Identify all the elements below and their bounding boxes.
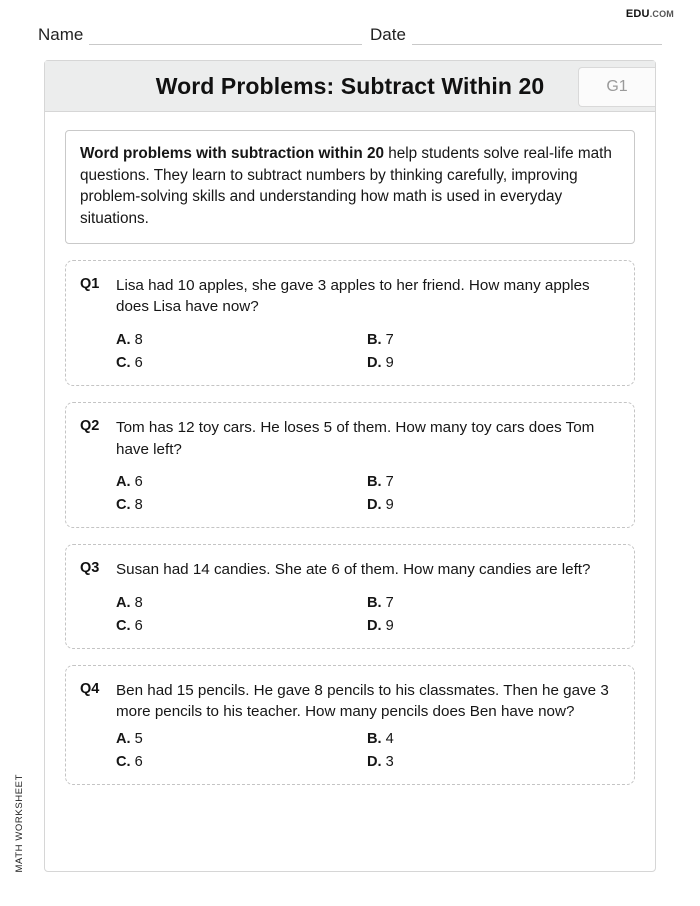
choice-option[interactable] [367,754,618,770]
question-number: Q1 [80,275,100,292]
intro-bold-lead: Word problems with subtraction within 20 [80,145,384,162]
question-card [65,402,635,528]
intro-text: help students solve real-life math questions. They learn to subtract numbers by thinking carefully, improving problem-solving skills and understanding how math is used in everyday situations. [80,145,612,228]
choice-option[interactable] [116,618,367,634]
choice-option[interactable] [116,754,367,770]
question-text: Tom has 12 toy cars. He loses 5 of them. How many toy cars does Tom have left? [116,419,595,458]
question-text: Susan had 14 candies. She ate 6 of them. How many candies are left? [116,561,591,579]
choice-letter: B. [367,332,382,349]
brand-logo [626,8,674,20]
choice-letter: C. [116,355,131,372]
choice-value: 8 [134,497,143,514]
question-text: Ben had 15 pencils. He gave 8 pencils to his classmates. Then he gave 3 more pencils to his teacher. How many pencils does Ben have now? [116,681,609,721]
choice-option[interactable] [367,474,618,490]
choice-value: 9 [385,617,394,634]
side-label: MATH WORKSHEET [14,773,25,872]
question-card [65,260,635,386]
question-body [116,680,618,770]
choice-value: 4 [385,730,394,747]
grade-badge: G1 [578,67,655,107]
choice-letter: A. [116,730,131,747]
choice-value: 9 [385,497,394,514]
intro-box [65,130,635,244]
brand-suffix: .COM [649,9,674,19]
choice-option[interactable] [116,731,367,747]
choice-letter: C. [116,497,131,514]
date-label: Date [370,25,406,44]
brand-name: EDU [625,8,650,20]
name-date-row [38,26,662,45]
question-text: Lisa had 10 apples, she gave 3 apples to her friend. How many apples does Lisa have now? [116,276,590,316]
choice-letter: A. [116,474,131,491]
choice-value: 6 [134,474,143,491]
choice-option[interactable] [367,355,618,371]
choice-value: 6 [134,355,143,372]
choice-value: 6 [134,753,143,770]
choice-letter: D. [367,497,382,514]
choice-option[interactable] [116,595,367,611]
choice-group [116,595,618,634]
choice-letter: B. [367,730,382,747]
question-number: Q3 [80,560,100,577]
choice-group [116,731,618,770]
choice-value: 7 [385,332,394,349]
date-field[interactable] [370,26,662,45]
choice-option[interactable] [367,595,618,611]
choice-value: 7 [385,594,394,611]
question-body [116,417,618,513]
choice-option[interactable] [116,355,367,371]
choice-option[interactable] [116,332,367,348]
worksheet-sheet [44,60,656,872]
choice-option[interactable] [367,618,618,634]
name-input-rule[interactable] [89,28,362,45]
question-number: Q4 [80,680,100,697]
choice-value: 5 [134,730,143,747]
choice-option[interactable] [116,474,367,490]
choice-letter: A. [116,332,131,349]
choice-letter: A. [116,594,131,611]
question-number: Q2 [80,418,100,435]
question-card [65,544,635,649]
questions-list [65,260,635,785]
choice-value: 7 [385,474,394,491]
choice-letter: C. [116,753,131,770]
choice-option[interactable] [367,731,618,747]
choice-value: 3 [385,753,394,770]
worksheet-title-band [45,61,655,112]
question-card [65,665,635,785]
question-body [116,559,618,634]
choice-option[interactable] [367,332,618,348]
choice-letter: D. [367,753,382,770]
choice-letter: D. [367,355,382,372]
choice-value: 9 [385,355,394,372]
choice-value: 6 [134,617,143,634]
choice-letter: B. [367,474,382,491]
name-field[interactable] [38,26,362,45]
choice-value: 8 [134,332,143,349]
date-input-rule[interactable] [412,28,662,45]
choice-group [116,474,618,513]
page-title: Word Problems: Subtract Within 20 [155,72,545,99]
choice-value: 8 [134,594,143,611]
question-body [116,275,618,371]
choice-letter: C. [116,617,131,634]
choice-group [116,332,618,371]
choice-letter: B. [367,594,382,611]
choice-letter: D. [367,617,382,634]
choice-option[interactable] [116,497,367,513]
name-label: Name [38,25,84,44]
choice-option[interactable] [367,497,618,513]
